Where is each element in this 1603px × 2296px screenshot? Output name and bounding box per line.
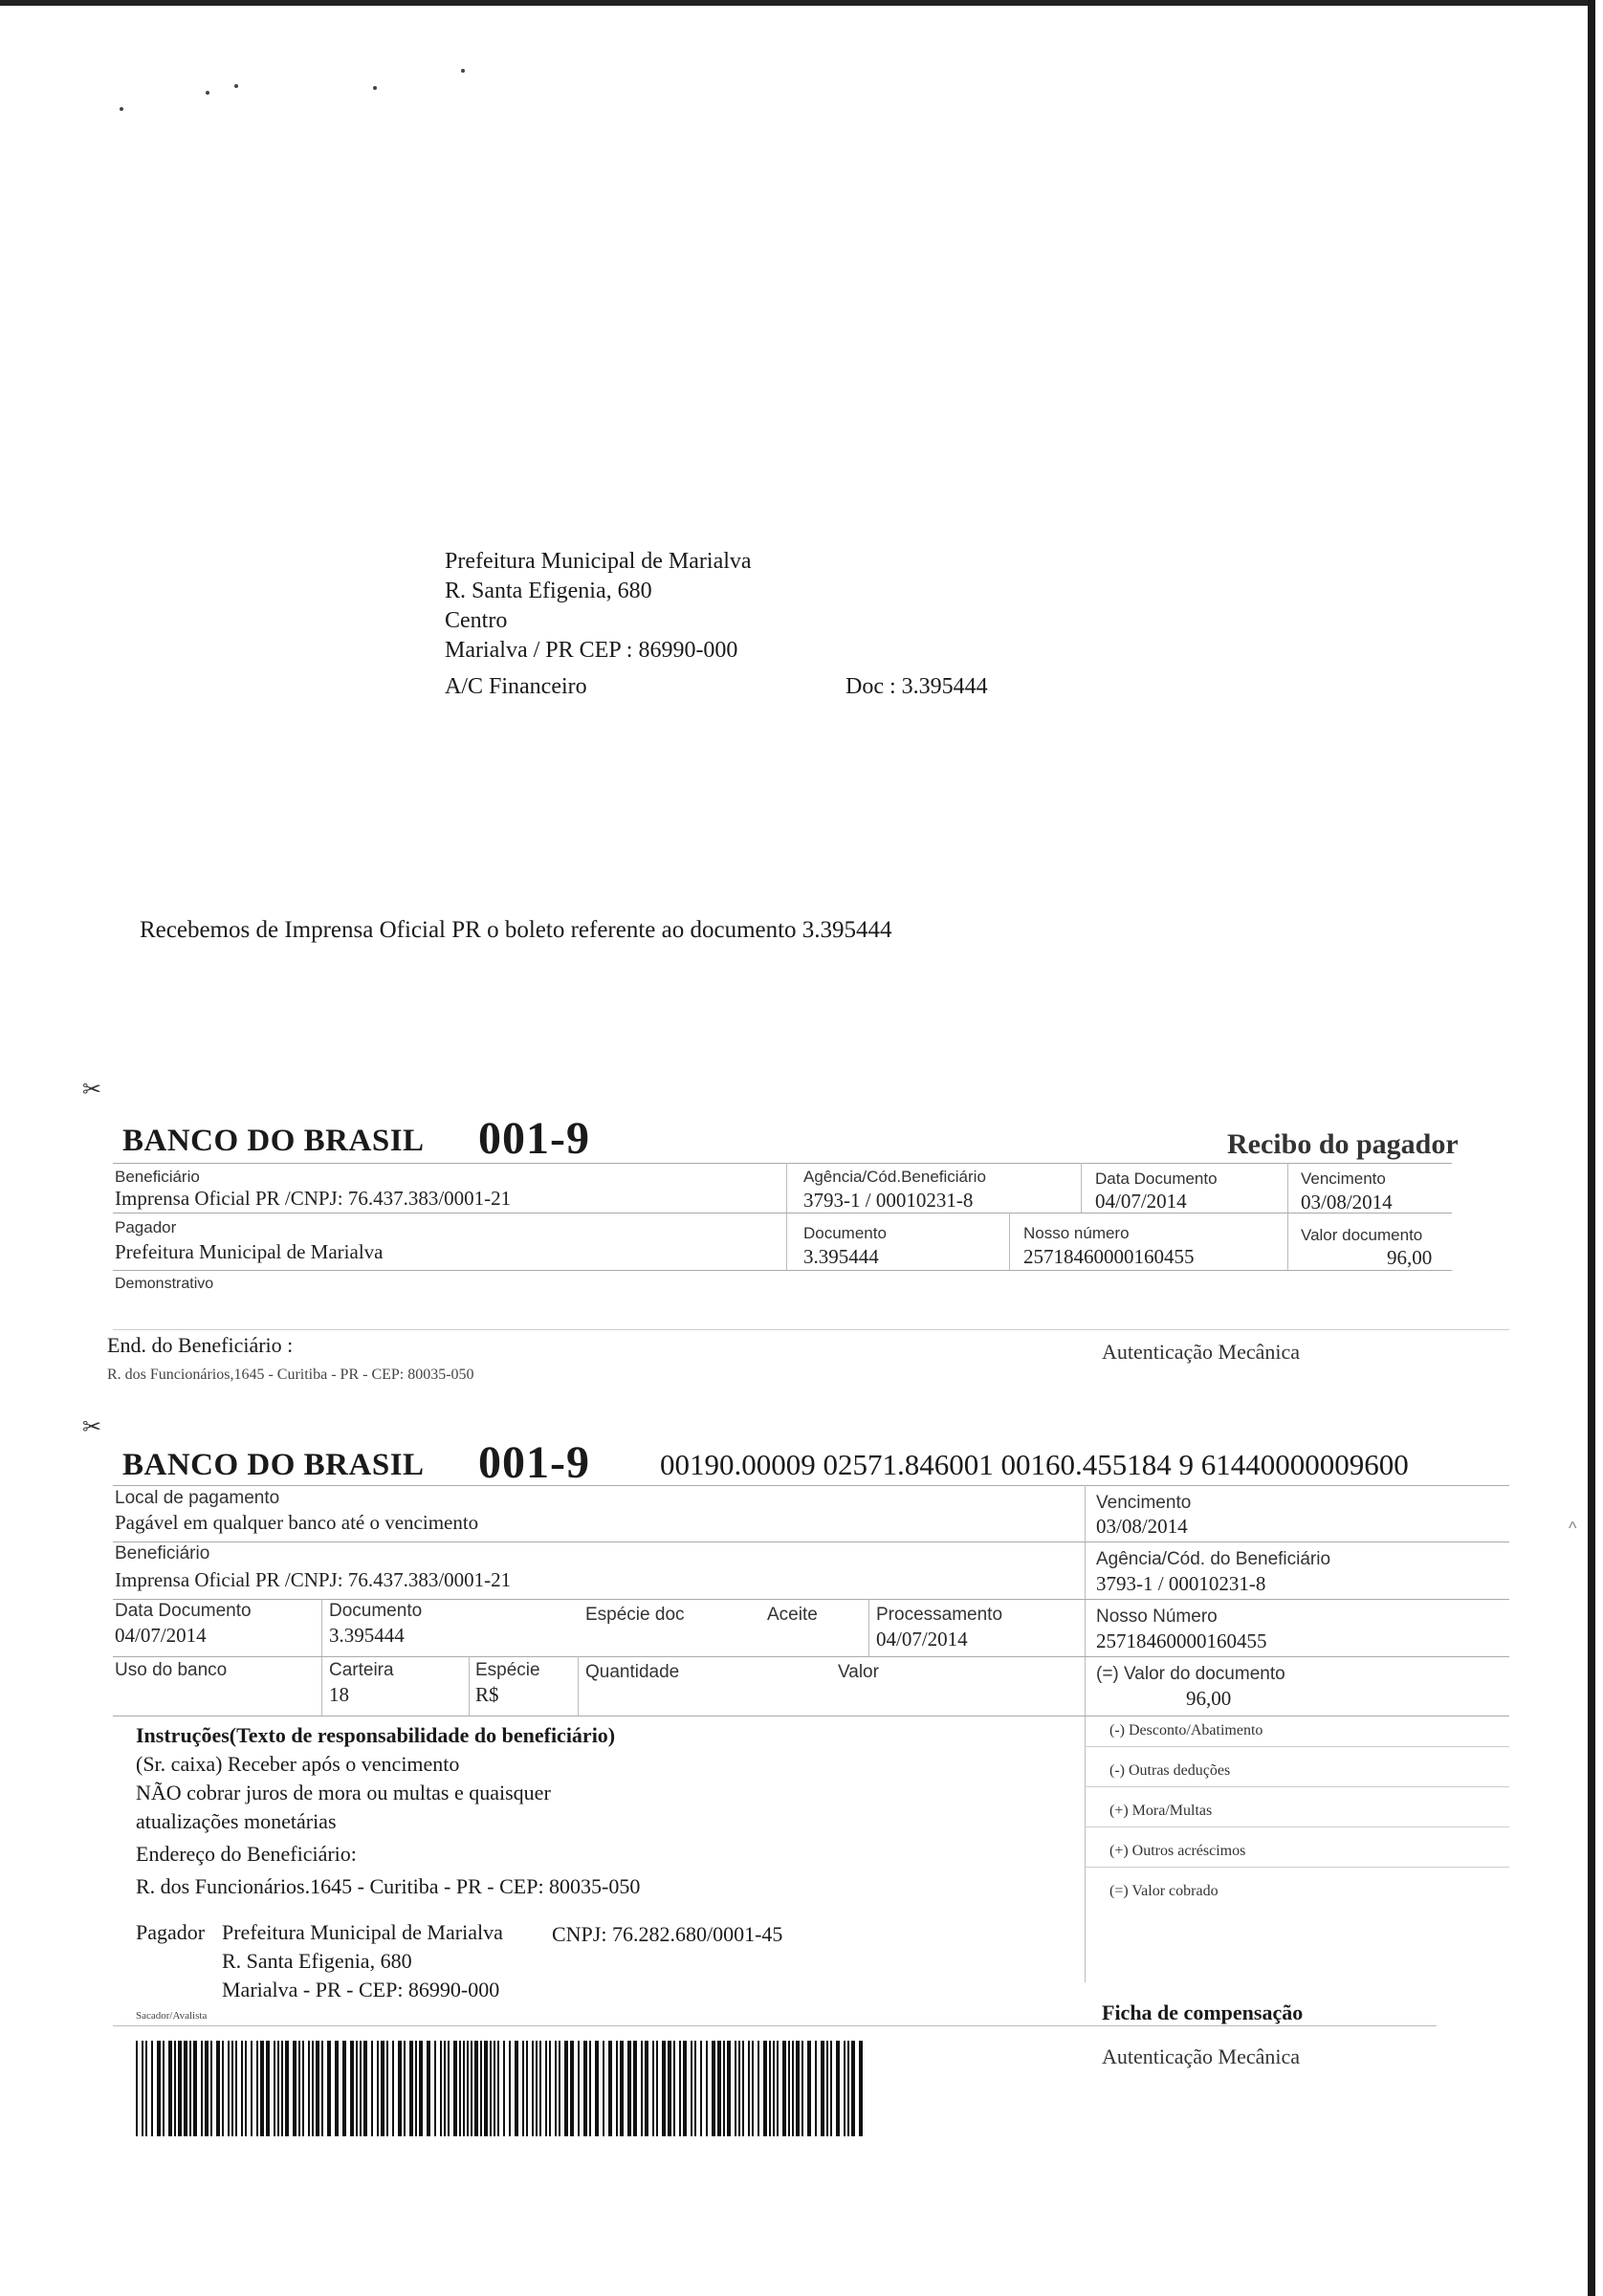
- barcode-bar: [796, 2041, 800, 2136]
- recibo-pagador-label: Pagador: [115, 1218, 177, 1236]
- barcode-bar: [515, 2041, 518, 2136]
- barcode-bar: [335, 2041, 339, 2136]
- barcode-bar: [201, 2041, 203, 2136]
- scan-speck: [373, 86, 377, 90]
- recibo-agencia-label: Agência/Cód.Beneficiário: [803, 1168, 986, 1186]
- barcode-bar: [136, 2041, 138, 2136]
- recibo-end-beneficiario-label: End. do Beneficiário :: [107, 1333, 294, 1357]
- scan-mark: ^: [1569, 1519, 1577, 1538]
- barcode-bar: [444, 2041, 446, 2136]
- barcode: [136, 2041, 867, 2136]
- barcode-bar: [673, 2041, 675, 2136]
- barcode-bar: [386, 2041, 388, 2136]
- scan-speck: [461, 69, 465, 73]
- barcode-bar: [503, 2041, 505, 2136]
- divider: [786, 1163, 787, 1270]
- barcode-bar: [700, 2041, 702, 2136]
- doc-number: Doc : 3.395444: [845, 674, 988, 699]
- barcode-bar: [616, 2041, 618, 2136]
- divider: [469, 1656, 470, 1716]
- barcode-bar: [748, 2041, 750, 2136]
- ficha-vencimento-label: Vencimento: [1096, 1493, 1192, 1513]
- divider: [1009, 1213, 1010, 1270]
- recibo-bank-code: 001-9: [478, 1113, 590, 1164]
- barcode-bar: [836, 2041, 840, 2136]
- barcode-bar: [440, 2041, 442, 2136]
- barcode-bar: [302, 2041, 304, 2136]
- barcode-bar: [627, 2041, 631, 2136]
- ficha-pagador-cnpj: CNPJ: 76.282.680/0001-45: [552, 1922, 783, 1946]
- ficha-autenticacao: Autenticação Mecânica: [1102, 2045, 1301, 2068]
- barcode-bar: [509, 2041, 511, 2136]
- barcode-bar: [522, 2041, 524, 2136]
- barcode-bar: [260, 2041, 264, 2136]
- ficha-data-doc-label: Data Documento: [115, 1601, 252, 1621]
- ficha-mora-label: (+) Mora/Multas: [1109, 1803, 1213, 1819]
- barcode-bar: [815, 2041, 817, 2136]
- ficha-quantidade-label: Quantidade: [585, 1662, 680, 1682]
- divider: [868, 1599, 869, 1656]
- recibo-data-doc-label: Data Documento: [1095, 1170, 1218, 1188]
- barcode-bar: [589, 2041, 591, 2136]
- barcode-bar: [851, 2041, 855, 2136]
- barcode-bar: [251, 2041, 253, 2136]
- barcode-bar: [752, 2041, 754, 2136]
- divider: [1085, 1826, 1509, 1827]
- barcode-bar: [758, 2041, 759, 2136]
- divider: [113, 1716, 1509, 1717]
- ficha-instrucoes-title: Instruções(Texto de responsabilidade do beneficiário): [136, 1723, 616, 1747]
- divider: [1085, 1786, 1509, 1787]
- scissors-icon: ✂: [82, 1413, 102, 1440]
- barcode-bar: [536, 2041, 538, 2136]
- barcode-bar: [245, 2041, 247, 2136]
- ficha-vencimento-value: 03/08/2014: [1096, 1515, 1188, 1538]
- ficha-outras-deducoes-label: (-) Outras deduções: [1109, 1762, 1231, 1779]
- barcode-bar: [151, 2041, 153, 2136]
- ficha-pagador-city: Marialva - PR - CEP: 86990-000: [222, 1978, 500, 2001]
- barcode-bar: [549, 2041, 551, 2136]
- barcode-bar: [371, 2041, 373, 2136]
- ficha-documento-label: Documento: [329, 1601, 423, 1621]
- barcode-bar: [471, 2041, 472, 2136]
- barcode-bar: [712, 2041, 715, 2136]
- addressee-street: R. Santa Efigenia, 680: [445, 579, 652, 603]
- recibo-documento-label: Documento: [803, 1224, 887, 1242]
- barcode-bar: [434, 2041, 436, 2136]
- scan-speck: [120, 107, 123, 111]
- barcode-bar: [717, 2041, 721, 2136]
- barcode-bar: [526, 2041, 528, 2136]
- barcode-bar: [241, 2041, 243, 2136]
- ficha-documento-value: 3.395444: [329, 1624, 405, 1647]
- scan-edge-top: [0, 0, 1588, 6]
- ficha-pagador-label: Pagador: [136, 1920, 206, 1944]
- barcode-bar: [277, 2041, 279, 2136]
- ficha-bank-name: BANCO DO BRASIL: [122, 1448, 425, 1482]
- ficha-especie-value: R$: [475, 1683, 499, 1706]
- barcode-bar: [656, 2041, 658, 2136]
- barcode-bar: [312, 2041, 314, 2136]
- divider: [1085, 1485, 1086, 1982]
- barcode-bar: [381, 2041, 384, 2136]
- ficha-beneficiario-label: Beneficiário: [115, 1543, 210, 1563]
- recibo-autenticacao: Autenticação Mecânica: [1102, 1340, 1301, 1364]
- barcode-bar: [163, 2041, 165, 2136]
- barcode-bar: [293, 2041, 296, 2136]
- barcode-bar: [532, 2041, 534, 2136]
- ficha-valor-label: Valor: [838, 1662, 879, 1682]
- barcode-bar: [652, 2041, 654, 2136]
- ficha-local-pagamento-value: Pagável em qualquer banco até o vencimento: [115, 1511, 479, 1534]
- recibo-valor-doc-label: Valor documento: [1301, 1226, 1423, 1244]
- barcode-bar: [308, 2041, 310, 2136]
- barcode-bar: [723, 2041, 725, 2136]
- barcode-bar: [327, 2041, 331, 2136]
- barcode-bar: [448, 2041, 450, 2136]
- recibo-bank-name: BANCO DO BRASIL: [122, 1124, 425, 1158]
- barcode-bar: [342, 2041, 346, 2136]
- barcode-bar: [474, 2041, 478, 2136]
- barcode-bar: [706, 2041, 708, 2136]
- scan-speck: [234, 84, 238, 88]
- barcode-bar: [484, 2041, 488, 2136]
- barcode-bar: [490, 2041, 492, 2136]
- barcode-bar: [157, 2041, 161, 2136]
- ficha-carteira-value: 18: [329, 1683, 349, 1706]
- barcode-bar: [570, 2041, 574, 2136]
- barcode-bar: [266, 2041, 270, 2136]
- recibo-beneficiario-value: Imprensa Oficial PR /CNPJ: 76.437.383/0001-21: [115, 1187, 512, 1210]
- recibo-vencimento-value: 03/08/2014: [1301, 1191, 1393, 1214]
- barcode-bar: [377, 2041, 379, 2136]
- ficha-local-pagamento-label: Local de pagamento: [115, 1488, 280, 1508]
- recibo-nosso-numero-value: 25718460000160455: [1023, 1245, 1195, 1268]
- ficha-valor-doc-label: (=) Valor do documento: [1096, 1664, 1285, 1684]
- barcode-bar: [633, 2041, 637, 2136]
- recibo-vencimento-label: Vencimento: [1301, 1170, 1386, 1188]
- barcode-bar: [727, 2041, 731, 2136]
- recibo-valor-doc-value: 96,00: [1387, 1246, 1433, 1269]
- ficha-especie-doc-label: Espécie doc: [585, 1605, 685, 1625]
- recibo-agencia-value: 3793-1 / 00010231-8: [803, 1189, 974, 1212]
- barcode-bar: [145, 2041, 147, 2136]
- barcode-bar: [555, 2041, 557, 2136]
- ficha-valor-cobrado-label: (=) Valor cobrado: [1109, 1883, 1219, 1899]
- ficha-instrucao-line: NÃO cobrar juros de mora ou multas e quaisquer: [136, 1781, 551, 1804]
- barcode-bar: [641, 2041, 643, 2136]
- barcode-bar: [694, 2041, 696, 2136]
- barcode-bar: [763, 2041, 767, 2136]
- ficha-desconto-label: (-) Desconto/Abatimento: [1109, 1722, 1263, 1738]
- barcode-bar: [782, 2041, 786, 2136]
- barcode-bar: [281, 2041, 283, 2136]
- ficha-bank-code: 001-9: [478, 1437, 590, 1488]
- ficha-instrucao-line: atualizações monetárias: [136, 1809, 337, 1833]
- ficha-title: Ficha de compensação: [1102, 2001, 1304, 2024]
- barcode-bar: [792, 2041, 794, 2136]
- ficha-nosso-numero-value: 25718460000160455: [1096, 1629, 1267, 1652]
- barcode-bar: [668, 2041, 671, 2136]
- barcode-bar: [409, 2041, 413, 2136]
- ficha-agencia-value: 3793-1 / 00010231-8: [1096, 1572, 1266, 1595]
- ficha-instrucao-line: (Sr. caixa) Receber após o vencimento: [136, 1752, 460, 1776]
- barcode-bar: [830, 2041, 832, 2136]
- barcode-bar: [559, 2041, 560, 2136]
- barcode-bar: [419, 2041, 423, 2136]
- barcode-bar: [603, 2041, 604, 2136]
- barcode-bar: [363, 2041, 367, 2136]
- barcode-bar: [788, 2041, 790, 2136]
- ficha-sacador-label: Sacador/Avalista: [136, 2010, 208, 2022]
- barcode-bar: [467, 2041, 469, 2136]
- ficha-especie-label: Espécie: [475, 1660, 540, 1680]
- barcode-bar: [216, 2041, 220, 2136]
- ficha-endereco-value: R. dos Funcionários.1645 - Curitiba - PR - CEP: 80035-050: [136, 1874, 641, 1898]
- barcode-bar: [427, 2041, 430, 2136]
- barcode-bar: [316, 2041, 319, 2136]
- barcode-bar: [398, 2041, 402, 2136]
- divider: [578, 1656, 579, 1716]
- barcode-bar: [356, 2041, 358, 2136]
- scan-speck: [206, 91, 209, 95]
- ficha-pagador-street: R. Santa Efigenia, 680: [222, 1949, 412, 1973]
- barcode-bar: [193, 2041, 197, 2136]
- recibo-title: Recibo do pagador: [1227, 1128, 1459, 1160]
- recibo-end-beneficiario-value: R. dos Funcionários,1645 - Curitiba - PR - CEP: 80035-050: [107, 1367, 474, 1383]
- barcode-bar: [415, 2041, 417, 2136]
- barcode-bar: [578, 2041, 580, 2136]
- barcode-bar: [683, 2041, 687, 2136]
- recibo-beneficiario-label: Beneficiário: [115, 1168, 200, 1186]
- ficha-linha-digitavel: 00190.00009 02571.846001 00160.455184 9 61440000009600: [660, 1448, 1409, 1481]
- barcode-bar: [256, 2041, 258, 2136]
- barcode-bar: [539, 2041, 541, 2136]
- barcode-bar: [807, 2041, 811, 2136]
- barcode-bar: [142, 2041, 143, 2136]
- barcode-bar: [777, 2041, 779, 2136]
- barcode-bar: [231, 2041, 233, 2136]
- divider: [113, 1329, 1509, 1330]
- recibo-demonstrativo-label: Demonstrativo: [115, 1276, 214, 1292]
- barcode-bar: [564, 2041, 568, 2136]
- barcode-bar: [583, 2041, 587, 2136]
- divider: [113, 1599, 1509, 1600]
- addressee-name: Prefeitura Municipal de Marialva: [445, 549, 752, 574]
- addressee-attention: A/C Financeiro: [445, 674, 587, 699]
- barcode-bar: [404, 2041, 406, 2136]
- barcode-bar: [821, 2041, 824, 2136]
- barcode-bar: [321, 2041, 323, 2136]
- barcode-bar: [494, 2041, 495, 2136]
- ficha-data-doc-value: 04/07/2014: [115, 1624, 207, 1647]
- barcode-bar: [645, 2041, 648, 2136]
- barcode-bar: [620, 2041, 624, 2136]
- barcode-bar: [174, 2041, 176, 2136]
- ficha-outros-acrescimos-label: (+) Outros acréscimos: [1109, 1843, 1246, 1859]
- ficha-carteira-label: Carteira: [329, 1660, 394, 1680]
- divider: [1085, 1867, 1509, 1868]
- barcode-bar: [608, 2041, 612, 2136]
- recibo-documento-value: 3.395444: [803, 1245, 879, 1268]
- ficha-pagador-name: Prefeitura Municipal de Marialva: [222, 1920, 503, 1944]
- divider: [113, 1656, 1509, 1657]
- barcode-bar: [742, 2041, 744, 2136]
- barcode-bar: [210, 2041, 212, 2136]
- barcode-bar: [826, 2041, 828, 2136]
- barcode-bar: [662, 2041, 666, 2136]
- ficha-processamento-label: Processamento: [876, 1605, 1003, 1625]
- barcode-bar: [847, 2041, 849, 2136]
- addressee-district: Centro: [445, 608, 508, 633]
- barcode-bar: [595, 2041, 599, 2136]
- barcode-bar: [222, 2041, 224, 2136]
- barcode-bar: [189, 2041, 191, 2136]
- divider: [113, 1213, 1452, 1214]
- barcode-bar: [844, 2041, 845, 2136]
- barcode-bar: [735, 2041, 736, 2136]
- divider: [113, 1270, 1452, 1271]
- barcode-bar: [205, 2041, 209, 2136]
- barcode-bar: [285, 2041, 289, 2136]
- barcode-bar: [168, 2041, 172, 2136]
- divider: [1287, 1163, 1288, 1270]
- barcode-bar: [738, 2041, 740, 2136]
- barcode-bar: [459, 2041, 461, 2136]
- barcode-bar: [802, 2041, 803, 2136]
- scissors-icon: ✂: [82, 1076, 102, 1103]
- barcode-bar: [350, 2041, 354, 2136]
- barcode-bar: [463, 2041, 465, 2136]
- barcode-bar: [184, 2041, 187, 2136]
- divider: [113, 1163, 1452, 1164]
- barcode-bar: [769, 2041, 771, 2136]
- barcode-bar: [274, 2041, 275, 2136]
- barcode-bar: [228, 2041, 230, 2136]
- ficha-beneficiario-value: Imprensa Oficial PR /CNPJ: 76.437.383/0001-21: [115, 1568, 512, 1591]
- barcode-bar: [497, 2041, 499, 2136]
- barcode-bar: [392, 2041, 394, 2136]
- ficha-aceite-label: Aceite: [767, 1605, 818, 1625]
- ficha-uso-banco-label: Uso do banco: [115, 1660, 228, 1680]
- divider: [321, 1599, 322, 1716]
- barcode-bar: [235, 2041, 237, 2136]
- divider: [1085, 1746, 1509, 1747]
- receipt-statement: Recebemos de Imprensa Oficial PR o boleto referente ao documento 3.395444: [140, 917, 892, 943]
- barcode-bar: [859, 2041, 863, 2136]
- ficha-nosso-numero-label: Nosso Número: [1096, 1607, 1218, 1627]
- barcode-bar: [453, 2041, 457, 2136]
- barcode-bar: [691, 2041, 692, 2136]
- ficha-processamento-value: 04/07/2014: [876, 1628, 968, 1651]
- scan-edge-right: [1588, 0, 1595, 2296]
- barcode-bar: [360, 2041, 362, 2136]
- recibo-data-doc-value: 04/07/2014: [1095, 1190, 1187, 1213]
- ficha-agencia-label: Agência/Cód. do Beneficiário: [1096, 1549, 1331, 1569]
- barcode-bar: [178, 2041, 182, 2136]
- ficha-endereco-label: Endereço do Beneficiário:: [136, 1842, 357, 1866]
- divider: [1081, 1163, 1082, 1213]
- addressee-city: Marialva / PR CEP : 86990-000: [445, 638, 738, 663]
- barcode-bar: [773, 2041, 775, 2136]
- ficha-valor-doc-value: 96,00: [1186, 1687, 1232, 1710]
- barcode-bar: [545, 2041, 547, 2136]
- barcode-bar: [480, 2041, 482, 2136]
- recibo-pagador-value: Prefeitura Municipal de Marialva: [115, 1240, 384, 1263]
- divider: [113, 2025, 1437, 2026]
- divider: [113, 1485, 1509, 1486]
- recibo-nosso-numero-label: Nosso número: [1023, 1224, 1130, 1242]
- barcode-bar: [679, 2041, 681, 2136]
- barcode-bar: [298, 2041, 300, 2136]
